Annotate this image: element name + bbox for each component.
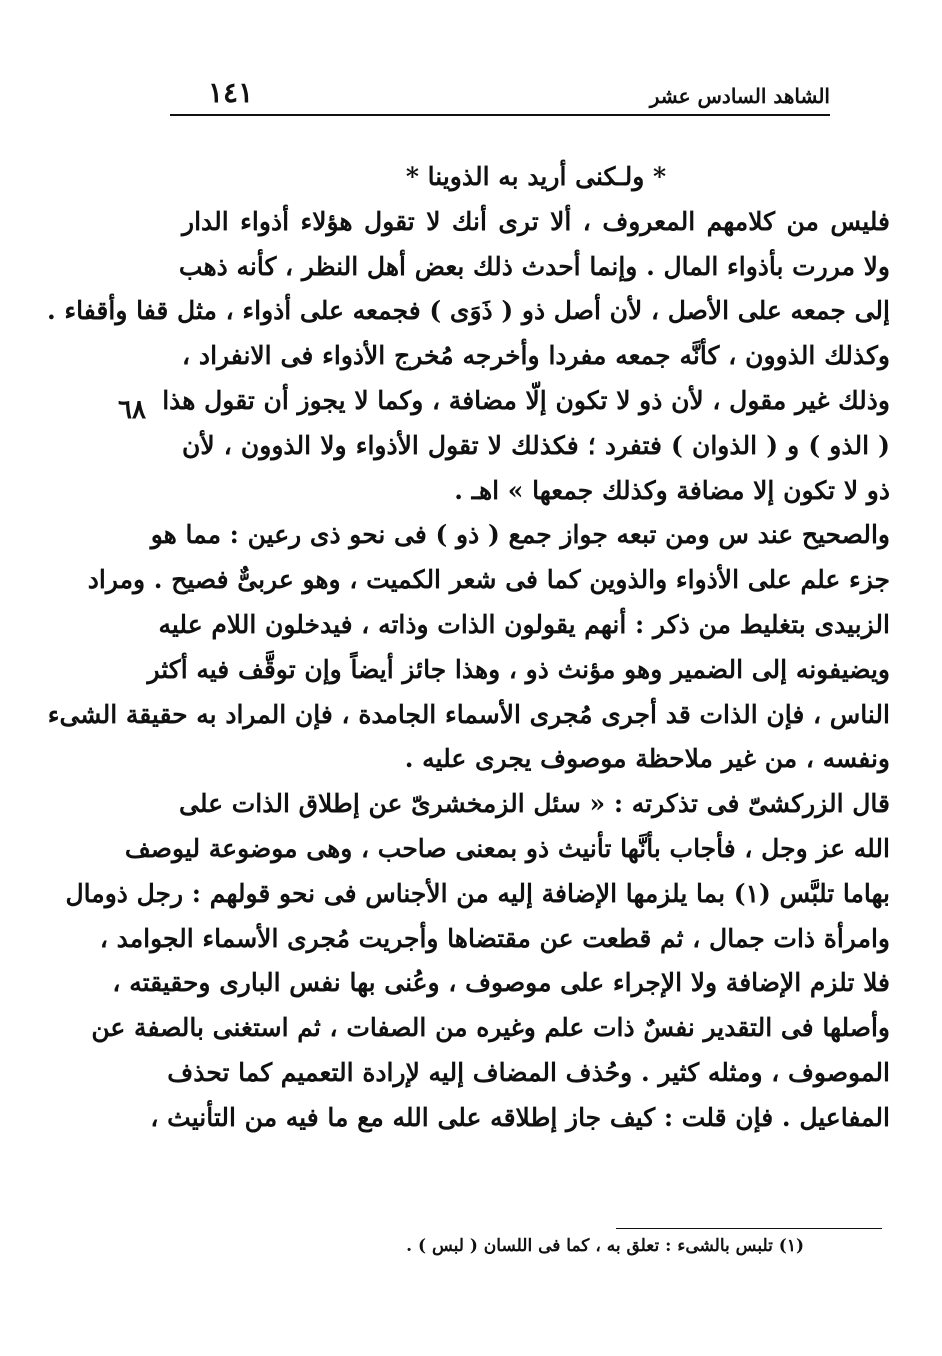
text-line: وذلك غير مقول ، لأن ذو لا تكون إلّا مضافة ، وكما لا يجوز أن تقول هذا bbox=[162, 385, 890, 415]
running-head bbox=[170, 76, 830, 116]
text-line: ونفسه ، من غير ملاحظة موصوف يجرى عليه . bbox=[404, 744, 890, 774]
text-line: ولا مررت بأذواء المال . وإنما أحدث ذلك بعض أهل النظر ، كأنه ذهب bbox=[178, 251, 890, 281]
verse-line: * ولـكنى أريد به الذوينا * bbox=[405, 162, 667, 191]
text-line: المفاعيل . فإن قلت : كيف جاز إطلاقه على الله مع ما فيه من التأنيث ، bbox=[150, 1102, 890, 1132]
text-line: ذو لا تكون إلا مضافة وكذلك جمعها » اهـ . bbox=[454, 475, 890, 505]
text-line: ( الذو ) و ( الذوان ) فتفرد ؛ فكذلك لا تقول الأذواء ولا الذوون ، لأن bbox=[182, 430, 890, 460]
text-line: وكذلك الذوون ، كأنَّه جمعه مفردا وأخرجه مُخرج الأذواء فى الانفراد ، bbox=[182, 341, 890, 371]
text-line: الموصوف ، ومثله كثير . وحُذف المضاف إليه لإرادة التعميم كما تحذف bbox=[167, 1057, 890, 1087]
margin-note: ٦٨ bbox=[118, 395, 146, 425]
text-line: الله عز وجل ، فأجاب بأنَّها تأنيث ذو بمعنى صاحب ، وهى موضوعة ليوصف bbox=[124, 833, 890, 863]
running-title: الشاهد السادس عشر bbox=[649, 84, 830, 108]
text-line: الزبيدى بتغليط من ذكر : أنهم يقولون الذات وذاته ، فيدخلون اللام عليه bbox=[158, 609, 890, 639]
header-rule bbox=[170, 114, 830, 116]
text-line: وامرأة ذات جمال ، ثم قطعت عن مقتضاها وأجريت مُجرى الأسماء الجوامد ، bbox=[99, 923, 890, 953]
text-line: فلا تلزم الإضافة ولا الإجراء على موصوف ، وعُنى بها نفس البارى وحقيقته ، bbox=[112, 968, 890, 998]
text-line: ويضيفونه إلى الضمير وهو مؤنث ذو ، وهذا جائز أيضاً وإن توقَّف فيه أكثر bbox=[147, 654, 890, 684]
footnote-rule bbox=[616, 1228, 882, 1229]
text-line: والصحيح عند س ومن تبعه جواز جمع ( ذو ) فى نحو ذى رعين : مما هو bbox=[150, 520, 890, 550]
page-number: ١٤١ bbox=[208, 76, 254, 109]
text-line: فليس من كلامهم المعروف ، ألا ترى أنك لا تقول هؤلاء أذواء الدار bbox=[182, 206, 890, 236]
text-line: وأصلها فى التقدير نفسٌ ذات علم وغيره من الصفات ، ثم استغنى بالصفة عن bbox=[91, 1013, 890, 1043]
text-line: إلى جمعه على الأصل ، لأن أصل ذو ( ذَوَى ) فجمعه على أذواء ، مثل قفا وأقفاء . bbox=[47, 296, 890, 326]
text-line: الناس ، فإن الذات قد أجرى مُجرى الأسماء الجامدة ، فإن المراد به حقيقة الشىء bbox=[47, 699, 890, 729]
footnote: (١) تلبس بالشىء : تعلق به ، كما فى اللسان ( لبس ) . bbox=[406, 1236, 804, 1256]
text-line: جزء علم على الأذواء والذوين كما فى شعر الكميت ، وهو عربىٌّ فصيح . ومراد bbox=[87, 565, 890, 595]
text-line: قال الزركشىّ فى تذكرته : « سئل الزمخشرىّ عن إطلاق الذات على bbox=[179, 789, 890, 819]
text-line: بهاما تلبَّس (١) بما يلزمها الإضافة إليه من الأجناس فى نحو قولهم : رجل ذومال bbox=[65, 878, 890, 908]
